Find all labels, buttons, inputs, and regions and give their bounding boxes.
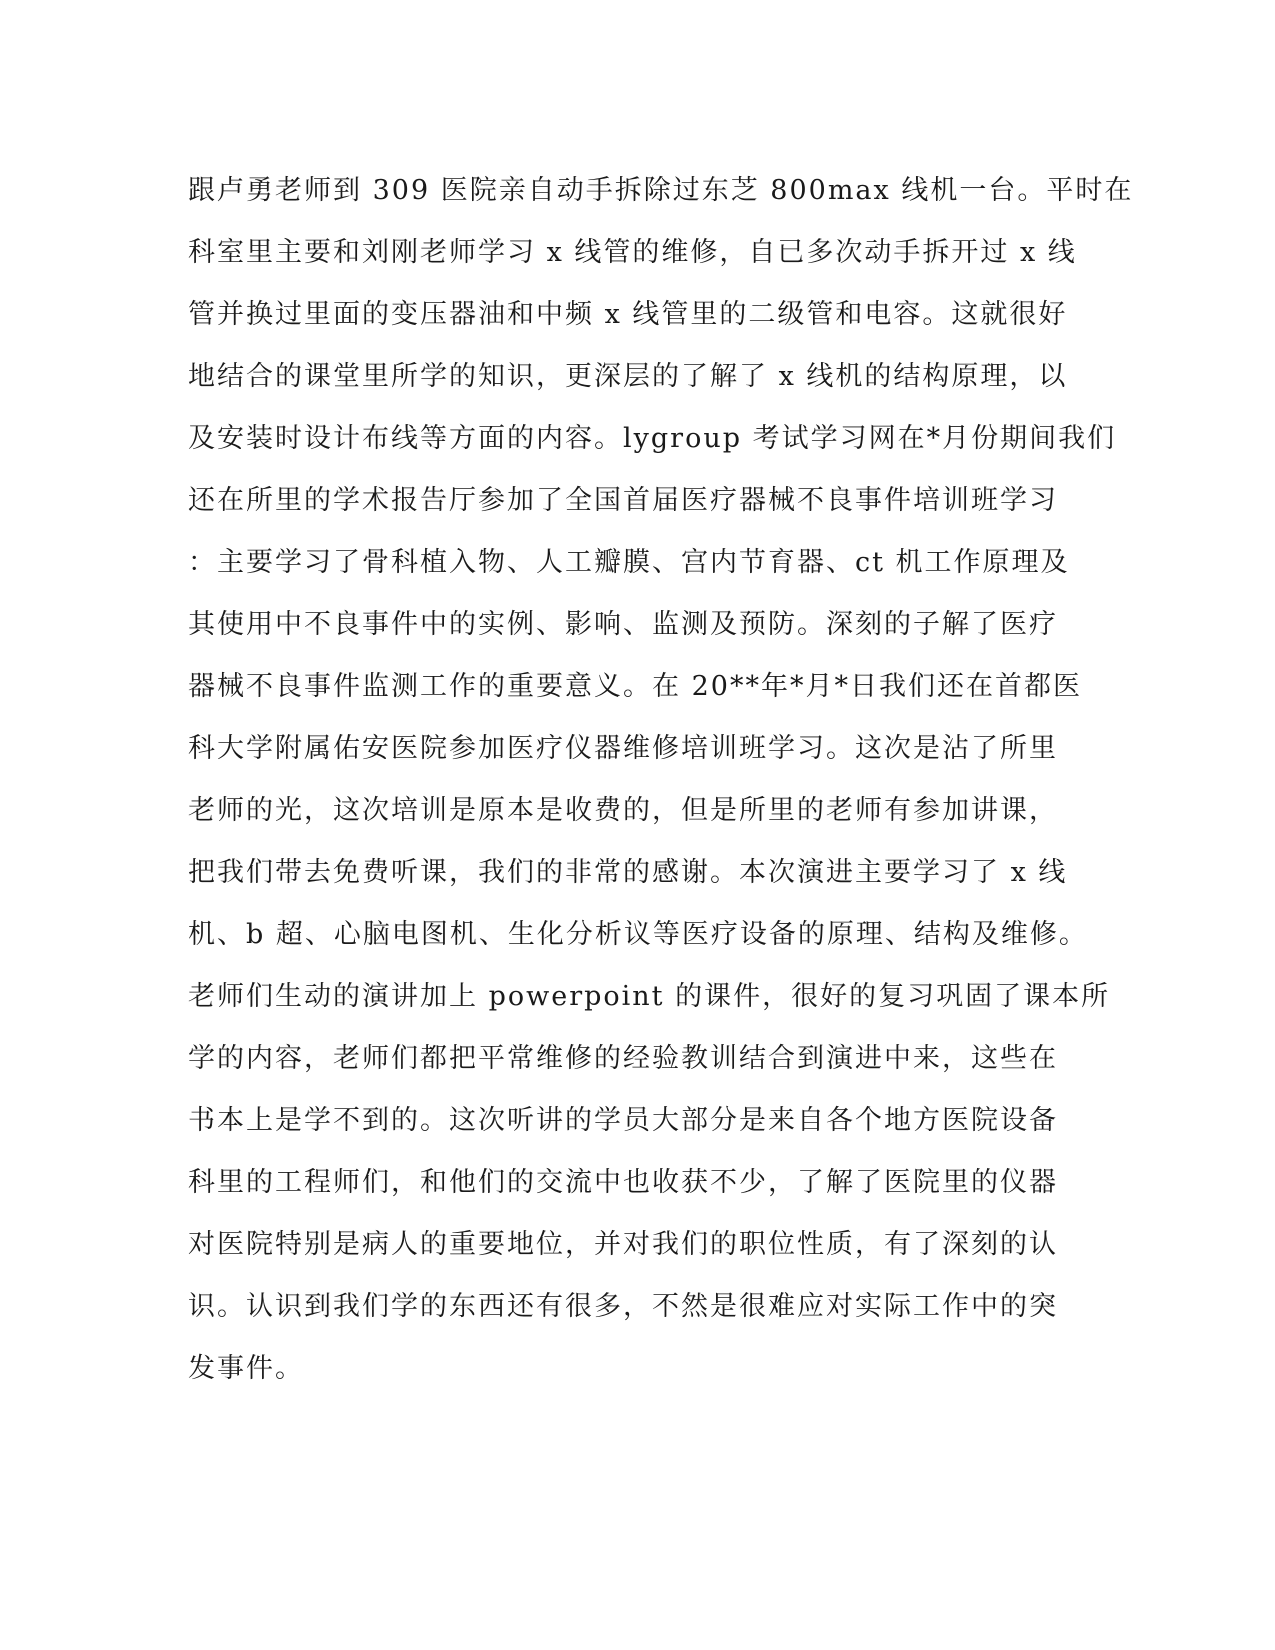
text-line: 科室里主要和刘刚老师学习 x 线管的维修，自已多次动手拆开过 x 线 — [188, 237, 1077, 268]
text-line: 地结合的课堂里所学的知识，更深层的了解了 x 线机的结构原理，以 — [188, 361, 1068, 392]
text-line: 老师们生动的演讲加上 powerpoint 的课件，很好的复习巩固了课本所 — [188, 981, 1111, 1012]
text-line: 书本上是学不到的。这次听讲的学员大部分是来自各个地方医院设备 — [188, 1105, 1058, 1136]
text-line: 器械不良事件监测工作的重要意义。在 20**年*月*日我们还在首都医 — [188, 671, 1082, 702]
text-line: 跟卢勇老师到 309 医院亲自动手拆除过东芝 800max 线机一台。平时在 — [188, 175, 1134, 206]
body-paragraph — [188, 160, 1134, 1400]
text-line: 发事件。 — [188, 1353, 304, 1384]
text-line: 还在所里的学术报告厅参加了全国首届医疗器械不良事件培训班学习 — [188, 485, 1058, 516]
text-line: 识。认识到我们学的东西还有很多，不然是很难应对实际工作中的突 — [188, 1291, 1058, 1322]
text-line: 科大学附属佑安医院参加医疗仪器维修培训班学习。这次是沾了所里 — [188, 733, 1058, 764]
text-line: 其使用中不良事件中的实例、影响、监测及预防。深刻的子解了医疗 — [188, 609, 1058, 640]
text-line: 科里的工程师们，和他们的交流中也收获不少，了解了医院里的仪器 — [188, 1167, 1058, 1198]
text-line: 对医院特别是病人的重要地位，并对我们的职位性质，有了深刻的认 — [188, 1229, 1058, 1260]
text-line: 把我们带去免费听课，我们的非常的感谢。本次演进主要学习了 x 线 — [188, 857, 1068, 888]
text-line: 老师的光，这次培训是原本是收费的，但是所里的老师有参加讲课， — [188, 795, 1058, 826]
text-line: 学的内容，老师们都把平常维修的经验教训结合到演进中来，这些在 — [188, 1043, 1058, 1074]
text-line: 及安装时设计布线等方面的内容。lygroup 考试学习网在*月份期间我们 — [188, 423, 1117, 454]
text-line: 管并换过里面的变压器油和中频 x 线管里的二级管和电容。这就很好 — [188, 299, 1068, 330]
text-line: ：主要学习了骨科植入物、人工瓣膜、宫内节育器、ct 机工作原理及 — [188, 547, 1070, 578]
text-line: 机、b 超、心脑电图机、生化分析议等医疗设备的原理、结构及维修。 — [188, 919, 1088, 950]
